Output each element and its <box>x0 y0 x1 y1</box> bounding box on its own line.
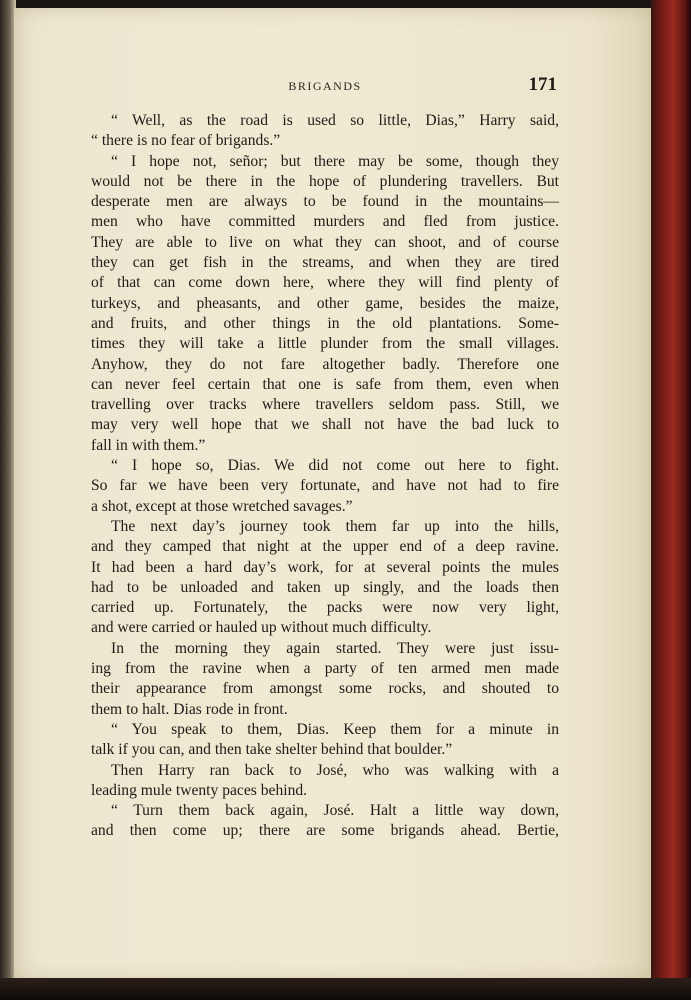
text-line: The next day’s journey took them far up into the hills, <box>111 517 559 535</box>
text-line: of that can come down here, where they will find plenty of <box>91 274 559 292</box>
text-line: “ I hope not, señor; but there may be some, though they <box>111 152 559 170</box>
text-line: may very well hope that we shall not have the bad luck to <box>91 416 559 434</box>
book-cover-edge <box>651 0 691 1000</box>
text-line: a shot, except at those wretched savages.” <box>91 497 353 515</box>
text-line: and then come up; there are some brigands ahead. Bertie, <box>91 822 559 840</box>
text-line: men who have committed murders and fled from justice. <box>91 213 559 231</box>
text-line: turkeys, and pheasants, and other game, besides the maize, <box>91 294 559 312</box>
page-number: 171 <box>528 74 557 95</box>
text-line: talk if you can, and then take shelter behind that boulder.” <box>91 741 453 759</box>
text-line: times they will take a little plunder from the small villages. <box>91 335 559 353</box>
text-line: carried up. Fortunately, the packs were now very light, <box>91 599 559 617</box>
text-line: can never feel certain that one is safe from them, even when <box>91 375 559 393</box>
text-line: they can get fish in the streams, and when they are tired <box>91 254 559 272</box>
text-line: travelling over tracks where travellers seldom pass. Still, we <box>91 396 559 414</box>
bottom-shadow <box>0 978 691 1000</box>
body-text <box>91 111 559 842</box>
text-line: would not be there in the hope of plundering travellers. But <box>91 172 559 190</box>
text-line: had to be unloaded and taken up singly, and the loads then <box>91 578 559 596</box>
text-line: “ You speak to them, Dias. Keep them for a minute in <box>111 720 559 738</box>
text-line: and were carried or hauled up without much difficulty. <box>91 619 432 637</box>
text-line: In the morning they again started. They were just issu- <box>111 639 559 657</box>
running-head <box>91 75 559 99</box>
text-line: and they camped that night at the upper end of a deep ravine. <box>91 538 559 556</box>
text-line: Anyhow, they do not fare altogether badly. Therefore one <box>91 355 559 373</box>
text-line: them to halt. Dias rode in front. <box>91 700 288 718</box>
text-line: fall in with them.” <box>91 436 206 454</box>
text-line: “ I hope so, Dias. We did not come out here to fight. <box>111 457 559 475</box>
text-line: “ Well, as the road is used so little, Dias,” Harry said, <box>111 112 559 129</box>
text-line: They are able to live on what they can shoot, and of course <box>91 233 559 251</box>
text-line: leading mule twenty paces behind. <box>91 781 308 799</box>
text-line: It had been a hard day’s work, for at several points the mules <box>91 558 559 576</box>
text-line: and fruits, and other things in the old plantations. Some- <box>91 314 559 332</box>
text-line: desperate men are always to be found in the mountains— <box>91 193 559 211</box>
text-line: Then Harry ran back to José, who was walking with a <box>111 761 559 779</box>
text-line: “ there is no fear of brigands.” <box>91 132 281 150</box>
chapter-title: BRIGANDS <box>288 79 362 93</box>
text-line: ing from the ravine when a party of ten armed men made <box>91 660 559 678</box>
text-line: So far we have been very fortunate, and have not had to fire <box>91 477 559 495</box>
text-line: their appearance from amongst some rocks, and shouted to <box>91 680 559 698</box>
bleed-through-marks: ı ı ɩ ı ɩ ı ı ɩ ı ɩ ı ı ı ı ı ı ı ı <box>3 154 7 470</box>
text-line: “ Turn them back again, José. Halt a little way down, <box>111 802 559 820</box>
